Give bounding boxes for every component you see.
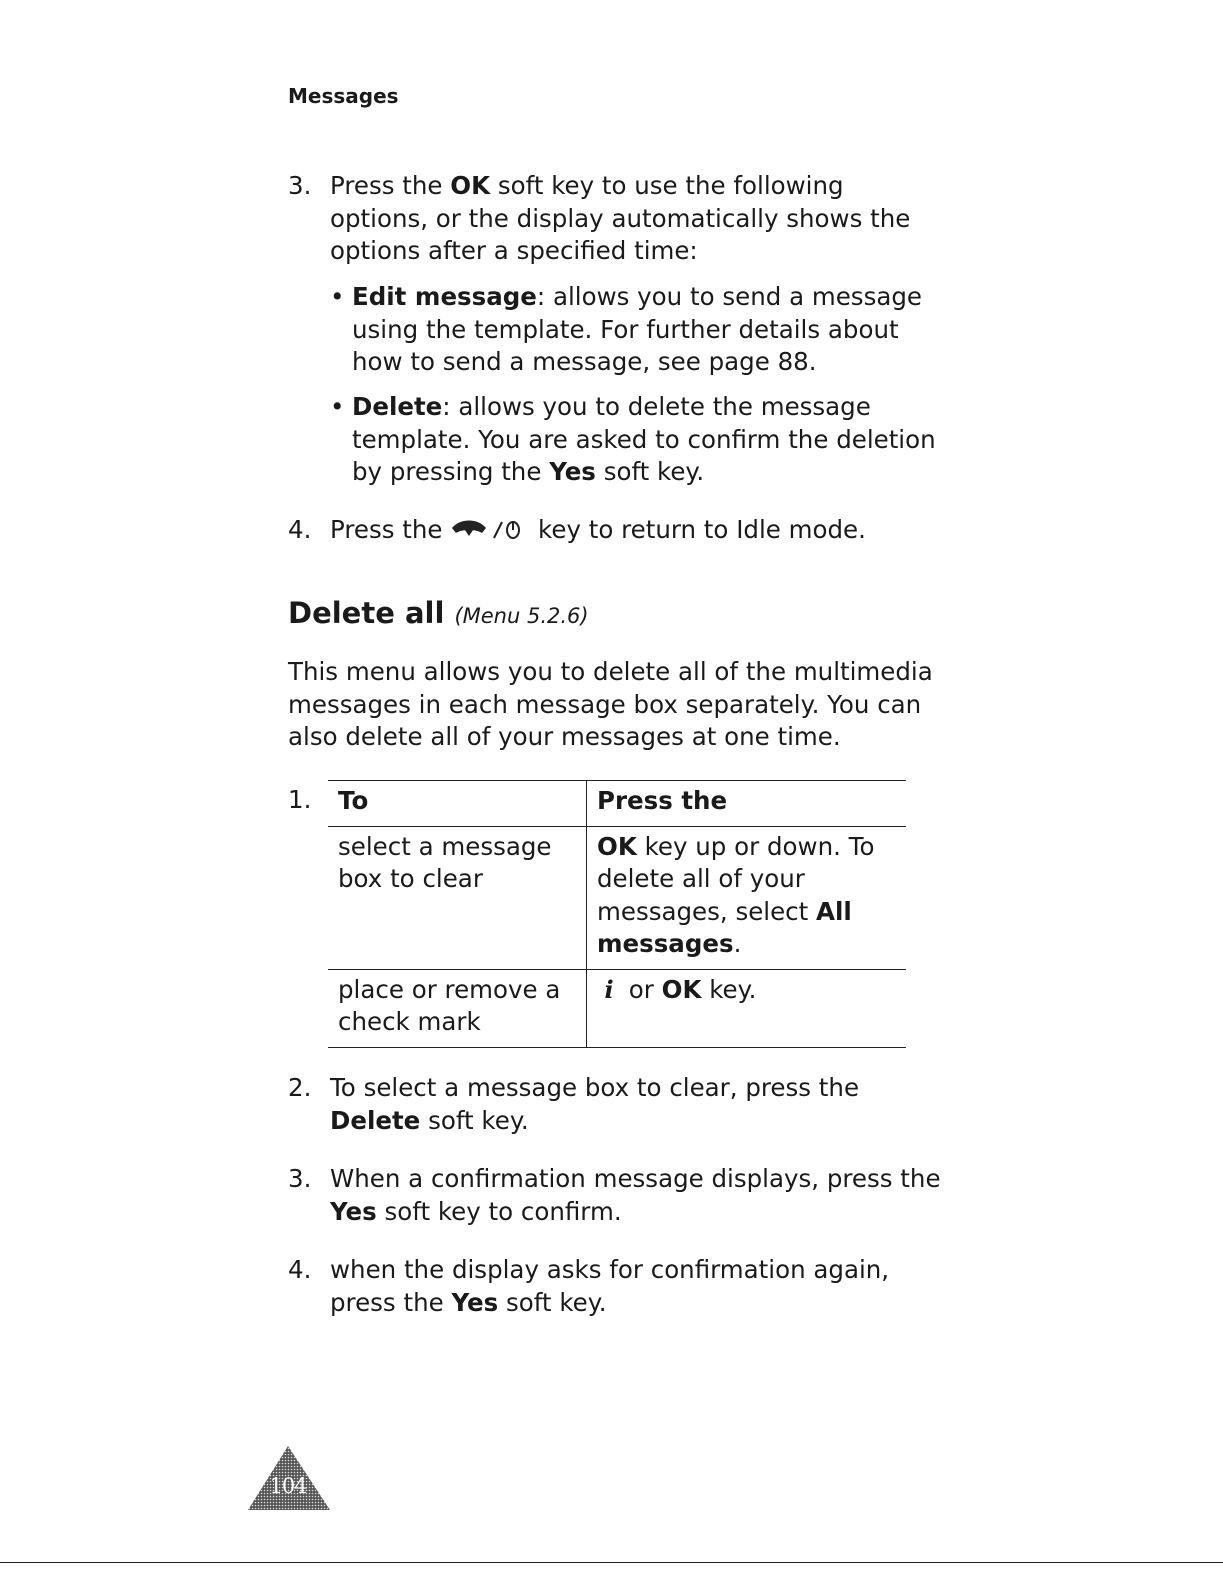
- step-4-top: 4. Press the key to return to Idle mode.: [288, 514, 948, 547]
- bullet-term: Delete: [352, 392, 443, 421]
- step-number: 4.: [288, 1255, 312, 1284]
- step-number: 1.: [288, 785, 312, 814]
- yes-key-label: Yes: [549, 457, 596, 486]
- section-title: Delete all (Menu 5.2.6): [288, 596, 589, 630]
- step-number: 3.: [288, 171, 312, 200]
- table-header-to: To: [328, 781, 587, 827]
- key-table: [328, 780, 906, 1048]
- step-3-top: [288, 170, 948, 268]
- info-key-icon: i: [604, 974, 614, 1004]
- step-2: 2. To select a message box to clear, press the Delete soft key.: [288, 1073, 860, 1135]
- bullet-edit-message: • Edit message: allows you to send a message using the template. For further details about how to send a message, see page 88.: [330, 282, 922, 376]
- end-power-key-icon: [450, 518, 530, 542]
- step-number: 3.: [288, 1164, 312, 1193]
- step-text: Press the OK soft key to use the following options, or the display automatically shows the options after a specified time:: [330, 171, 911, 265]
- step-number: 2.: [288, 1073, 312, 1102]
- table-header-press: Press the: [587, 781, 907, 827]
- page-header-title: Messages: [288, 84, 399, 108]
- bullet-dot: •: [330, 392, 345, 421]
- step-3: 3. When a confirmation message displays, press the Yes soft key to confirm.: [288, 1164, 941, 1226]
- bottom-rule: [0, 1562, 1223, 1563]
- page-number: 104: [269, 1474, 307, 1498]
- section-intro: This menu allows you to delete all of the multimedia messages in each message box separately. You can also delete all of your messages at one time.: [288, 657, 933, 751]
- menu-reference: (Menu 5.2.6): [454, 604, 589, 628]
- table-cell-action: place or remove a check mark: [328, 969, 587, 1047]
- page-number-badge: [248, 1444, 332, 1512]
- table-row: [328, 826, 906, 969]
- table-cell-action: select a message box to clear: [328, 826, 587, 969]
- bullet-dot: •: [330, 282, 345, 311]
- ok-key-label: OK: [450, 171, 491, 200]
- table-row: [328, 969, 906, 1047]
- table-cell-keys: OK key up or down. To delete all of your messages, select All messages.: [587, 826, 907, 969]
- bullet-delete: • Delete: allows you to delete the message template. You are asked to confirm the deletion by pressing the Yes soft key.: [330, 392, 936, 486]
- table-header-row: [328, 781, 906, 827]
- table-cell-keys: i or OK key.: [587, 969, 907, 1047]
- step-4: 4. when the display asks for confirmation again, press the Yes soft key.: [288, 1255, 890, 1317]
- step-number: 4.: [288, 515, 312, 544]
- bullet-term: Edit message: [352, 282, 537, 311]
